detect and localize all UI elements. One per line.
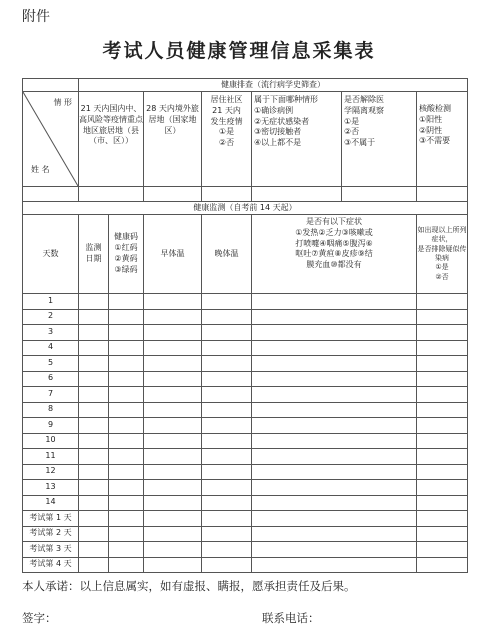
table-row <box>23 309 468 325</box>
table-row <box>23 402 468 418</box>
table-row <box>23 495 468 511</box>
table-row <box>23 449 468 465</box>
case-type-header: 属于下面哪种情形 ①确诊病例 ②无症状感染者 ③密切接触者 ④以上都不是 <box>252 92 342 187</box>
quarantine-header: 是否解除医 学隔离观察 ①是 ②否 ③不属于 <box>342 92 417 187</box>
day-cell: 考试第 3 天 <box>23 542 79 558</box>
corner-bottom-label: 姓 名 <box>31 165 50 175</box>
table-row <box>23 557 468 573</box>
day-cell: 13 <box>23 480 79 496</box>
day-cell: 6 <box>23 371 79 387</box>
domestic-risk-header: 21 天内国内中、高风险等疫情重点地区旅居地（县（市、区）） <box>79 92 144 187</box>
health-code-header: 健康码 ①红码 ②黄码 ③绿码 <box>109 215 144 294</box>
day-cell: 2 <box>23 309 79 325</box>
day-cell: 3 <box>23 325 79 341</box>
table-row <box>23 542 468 558</box>
page-title: 考试人员健康管理信息采集表 <box>102 40 376 62</box>
day-cell: 10 <box>23 433 79 449</box>
day-cell: 1 <box>23 294 79 310</box>
section2-header: 健康监测（自考前 14 天起） <box>23 202 468 215</box>
day-cell: 14 <box>23 495 79 511</box>
table-row <box>23 340 468 356</box>
days-header: 天数 <box>23 215 79 294</box>
table-row <box>23 511 468 527</box>
evening-temp-header: 晚体温 <box>202 215 252 294</box>
corner-top-label: 情 形 <box>53 98 72 107</box>
community-outbreak-header: 居住社区 21 天内 发生疫情 ①是 ②否 <box>202 92 252 187</box>
table-row <box>23 325 468 341</box>
day-cell: 5 <box>23 356 79 372</box>
date-header: 监测 日期 <box>79 215 109 294</box>
day-cell: 9 <box>23 418 79 434</box>
health-info-table <box>22 78 468 573</box>
corner-cell <box>23 92 79 187</box>
table-row <box>23 526 468 542</box>
day-cell: 7 <box>23 387 79 403</box>
morning-temp-header: 早体温 <box>144 215 202 294</box>
table-row <box>23 480 468 496</box>
nucleic-test-header: 核酸检测 ①阳性 ②阴性 ③不需要 <box>417 92 468 187</box>
table-row <box>23 371 468 387</box>
table-row <box>23 418 468 434</box>
exclude-disease-header: 如出现以上所列症状， 是否排除疑似传染病 ①是 ②否 <box>417 215 468 294</box>
phone-label: 联系电话： <box>262 611 320 625</box>
section1-input-row <box>23 187 468 202</box>
table-row <box>23 433 468 449</box>
symptoms-header: 是否有以下症状 ①发热②乏力③咳嗽或 打喷嚏④咽痛⑤腹泻⑥ 呕吐⑦黄疸⑧皮疹⑨结 膜充血⑩都没有 <box>252 215 417 294</box>
table-row <box>23 387 468 403</box>
day-cell: 8 <box>23 402 79 418</box>
attachment-label: 附件 <box>22 9 50 25</box>
day-cell: 考试第 2 天 <box>23 526 79 542</box>
day-cell: 考试第 1 天 <box>23 511 79 527</box>
table-row <box>23 464 468 480</box>
overseas-header: 28 天内境外旅居地（国家地区） <box>144 92 202 187</box>
commitment-text: 本人承诺：以上信息属实，如有虚报、瞒报，愿承担责任及后果。 <box>22 579 356 593</box>
section1-empty-cell <box>23 79 79 92</box>
signature-label: 签字： <box>22 611 57 625</box>
section1-header: 健康排查（流行病学史筛查） <box>79 79 468 92</box>
day-cell: 考试第 4 天 <box>23 557 79 573</box>
day-cell: 4 <box>23 340 79 356</box>
table-row <box>23 356 468 372</box>
table-row <box>23 294 468 310</box>
day-cell: 12 <box>23 464 79 480</box>
day-cell: 11 <box>23 449 79 465</box>
